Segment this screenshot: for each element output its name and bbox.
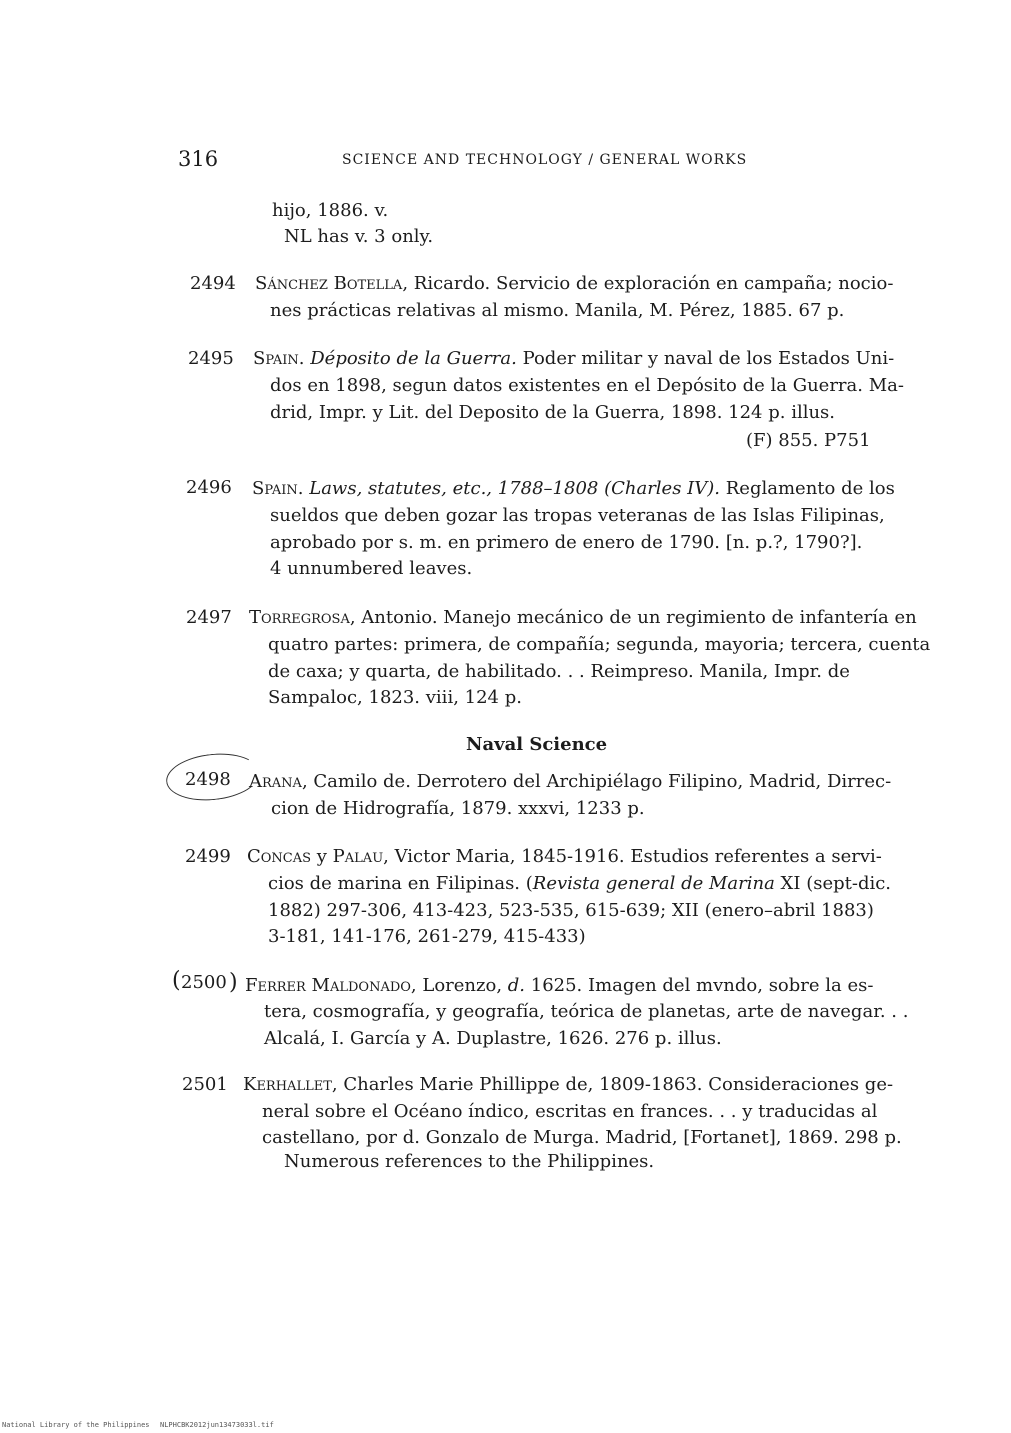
entry-number: 2494 xyxy=(190,273,236,294)
entry-line-1 xyxy=(245,975,873,996)
entry-text: Charles Marie Phillippe de, 1809-1863. Consideraciones ge- xyxy=(337,1074,894,1095)
entry-text: Reglamento de los xyxy=(720,478,895,499)
continuation-line-2: NL has v. 3 only. xyxy=(284,226,434,247)
entry-author: Spain. xyxy=(253,348,305,369)
call-number: (F) 855. P751 xyxy=(746,430,871,451)
entry-line-2: neral sobre el Océano índico, escritas en frances. . . y traducidas al xyxy=(262,1101,878,1122)
entry-line-1 xyxy=(252,478,895,499)
entry-line-3: Alcalá, I. García y A. Duplastre, 1626. 276 p. illus. xyxy=(264,1028,722,1049)
entry-author: Arana, xyxy=(249,771,308,792)
entry-line-2: quatro partes: primera, de compañía; segunda, mayoria; tercera, cuenta xyxy=(268,634,931,655)
entry-line-1 xyxy=(253,348,894,369)
entry-text: Lorenzo, xyxy=(416,975,508,996)
entry-line-3: 1882) 297-306, 413-423, 523-535, 615-639; XII (enero–abril 1883) xyxy=(268,900,874,921)
entry-title: Déposito de la Guerra. xyxy=(304,348,517,369)
journal-title: Revista general de Marina xyxy=(532,873,775,894)
entry-number: 2499 xyxy=(185,846,231,867)
entry-line-1 xyxy=(249,607,917,628)
entry-author-2: Palau, xyxy=(332,846,389,867)
entry-line-3: de caxa; y quarta, de habilitado. . . Reimpreso. Manila, Impr. de xyxy=(268,661,850,682)
entry-line-2: sueldos que deben gozar las tropas veteranas de las Islas Filipinas, xyxy=(270,505,885,526)
entry-text: Ricardo. Servicio de exploración en campaña; nocio- xyxy=(408,273,894,294)
entry-line-2: cion de Hidrografía, 1879. xxxvi, 1233 p. xyxy=(271,798,645,819)
entry-author: Ferrer Maldonado, xyxy=(245,975,417,996)
continuation-line-1: hijo, 1886. v. xyxy=(272,200,389,221)
entry-line-2: dos en 1898, segun datos existentes en el Depósito de la Guerra. Ma- xyxy=(270,375,904,396)
entry-number: 2500 xyxy=(181,972,227,993)
entry-author: Torregrosa, xyxy=(249,607,356,628)
entry-author: Spain. xyxy=(252,478,304,499)
entry-line-2: tera, cosmografía, y geografía, teórica de planetas, arte de navegar. . . xyxy=(264,1001,909,1022)
entry-author: Concas xyxy=(247,846,312,867)
entry-note: Numerous references to the Philippines. xyxy=(284,1151,655,1172)
entry-line-3: castellano, por d. Gonzalo de Murga. Madrid, [Fortanet], 1869. 298 p. xyxy=(262,1127,902,1148)
entry-number: 2501 xyxy=(182,1074,228,1095)
entry-text: Poder militar y naval de los Estados Uni- xyxy=(516,348,895,369)
entry-line-1 xyxy=(249,771,891,792)
entry-line-1 xyxy=(247,846,882,867)
footer-source: National Library of the Philippines xyxy=(2,1421,150,1429)
hand-drawn-paren-close: ) xyxy=(229,970,238,995)
entry-number: 2496 xyxy=(186,477,232,498)
entry-line-1 xyxy=(255,273,893,294)
entry-title: Laws, statutes, etc., 1788–1808 (Charles IV). xyxy=(303,478,721,499)
entry-conj: y xyxy=(311,846,333,867)
entry-line-4: Sampaloc, 1823. viii, 124 p. xyxy=(268,687,522,708)
entry-text: Antonio. Manejo mecánico de un regimiento de infantería en xyxy=(355,607,917,628)
running-head: SCIENCE AND TECHNOLOGY / GENERAL WORKS xyxy=(342,152,748,168)
entry-text: cios de marina en Filipinas. ( xyxy=(268,873,533,894)
entry-number: 2495 xyxy=(188,348,234,369)
entry-line-2 xyxy=(268,873,891,894)
section-heading: Naval Science xyxy=(466,734,608,755)
entry-died: d. xyxy=(507,975,526,996)
entry-line-3: drid, Impr. y Lit. del Deposito de la Guerra, 1898. 124 p. illus. xyxy=(270,402,836,423)
entry-line-4: 3-181, 141-176, 261-279, 415-433) xyxy=(268,926,586,947)
entry-number: 2498 xyxy=(185,769,231,790)
page-number: 316 xyxy=(178,147,219,171)
entry-line-4: 4 unnumbered leaves. xyxy=(270,558,473,579)
entry-text: XI (sept-dic. xyxy=(774,873,892,894)
entry-author: Sánchez Botella, xyxy=(255,273,409,294)
entry-line-3: aprobado por s. m. en primero de enero de 1790. [n. p.?, 1790?]. xyxy=(270,532,863,553)
entry-line-1 xyxy=(243,1074,893,1095)
hand-drawn-paren-open: ( xyxy=(172,968,181,993)
entry-line-2: nes prácticas relativas al mismo. Manila, M. Pérez, 1885. 67 p. xyxy=(270,300,845,321)
entry-text: 1625. Imagen del mvndo, sobre la es- xyxy=(525,975,874,996)
entry-text: Victor Maria, 1845-1916. Estudios referentes a servi- xyxy=(388,846,882,867)
entry-number: 2497 xyxy=(186,607,232,628)
footer-filename: NLPHCBK2012jun13473033l.tif xyxy=(160,1421,274,1429)
entry-author: Kerhallet, xyxy=(243,1074,338,1095)
entry-text: Camilo de. Derrotero del Archipiélago Filipino, Madrid, Dirrec- xyxy=(307,771,892,792)
